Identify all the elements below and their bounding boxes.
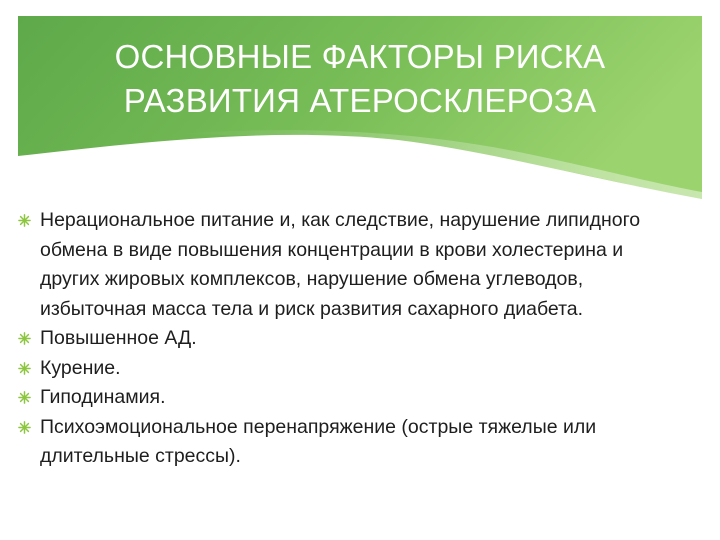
list-item <box>18 206 686 324</box>
list-item-text: Психоэмоциональное перенапряжение (острые тяжелые или длительные стрессы). <box>40 415 597 467</box>
asterisk-bullet-icon <box>18 332 31 345</box>
list-item <box>18 354 686 384</box>
title-banner <box>18 16 702 199</box>
slide-title-line-1: ОСНОВНЫЕ ФАКТОРЫ РИСКА <box>114 38 606 75</box>
slide-title <box>18 35 702 123</box>
risk-factor-list <box>18 206 686 472</box>
list-item <box>18 383 686 413</box>
list-item <box>18 413 686 472</box>
asterisk-bullet-icon <box>18 214 31 227</box>
list-item-text: Гиподинамия. <box>40 386 166 408</box>
list-item <box>18 324 686 354</box>
slide-title-line-2: РАЗВИТИЯ АТЕРОСКЛЕРОЗА <box>123 82 597 119</box>
asterisk-bullet-icon <box>18 421 31 434</box>
list-item-text: Курение. <box>40 356 121 379</box>
asterisk-bullet-icon <box>18 391 31 404</box>
list-item-text: Нерациональное питание и, как следствие, нарушение липидного обмена в виде повышения концентрации в крови холестерина и других жировых комплексов, нарушение обмена углеводов, избыточная масса тела и риск развития сахарного диабета. <box>40 209 641 320</box>
asterisk-bullet-icon <box>18 362 31 375</box>
list-item-text: Повышенное АД. <box>40 327 197 349</box>
